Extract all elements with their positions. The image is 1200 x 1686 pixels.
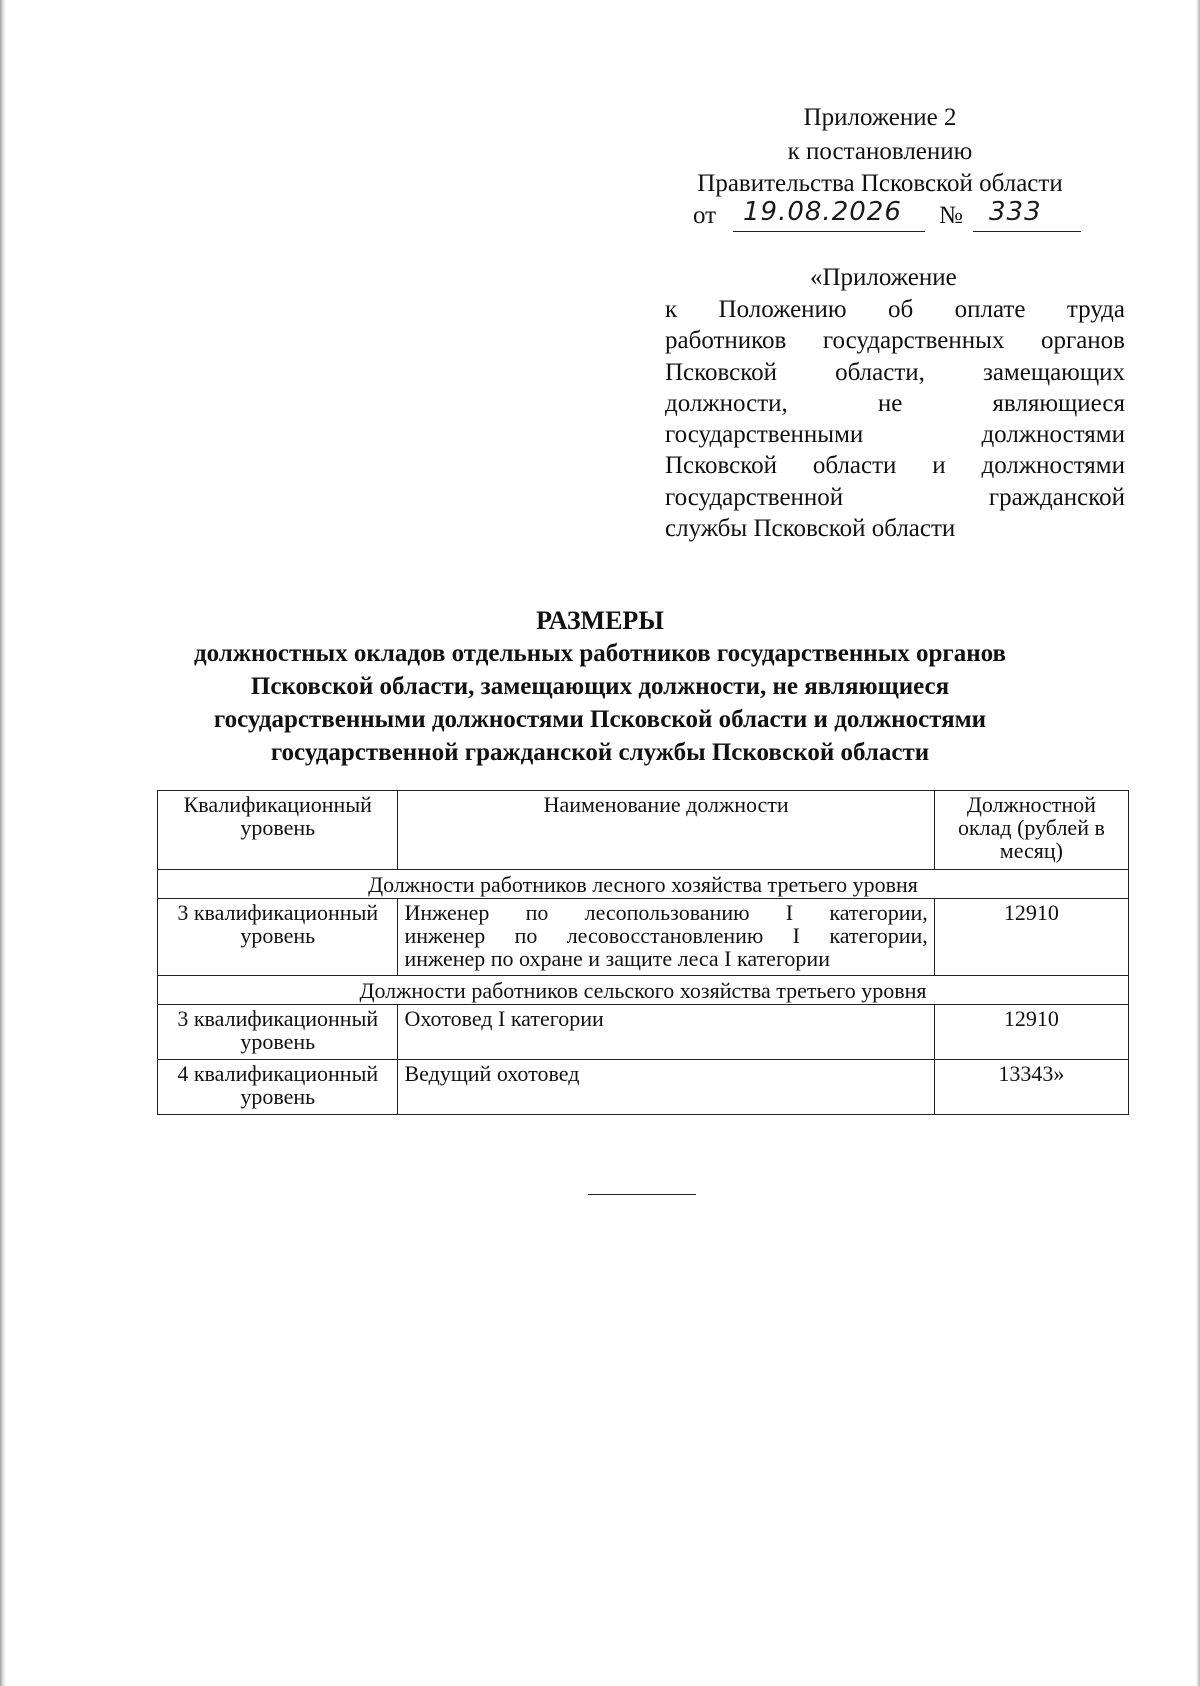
table-header-row bbox=[158, 791, 1129, 870]
reference-line: службы Псковской области bbox=[665, 515, 956, 543]
section-row-agriculture bbox=[158, 976, 1129, 1005]
number-sign: № bbox=[939, 202, 963, 229]
section-row-forestry bbox=[158, 870, 1129, 899]
reference-line: государственной гражданской bbox=[665, 483, 1125, 511]
reference-line: работников государственных органов bbox=[665, 327, 1125, 355]
cell-position: Охотовед I категории bbox=[398, 1005, 934, 1060]
subtitle-line: государственными должностями Псковской области и должностями bbox=[213, 706, 987, 733]
cell-level: 4 квалификационный уровень bbox=[158, 1060, 398, 1115]
cell-position bbox=[398, 899, 934, 976]
reference-line: Псковской области, замещающих bbox=[665, 358, 1125, 386]
document-title: РАЗМЕРЫ bbox=[536, 606, 664, 635]
approval-line-2: к постановлению bbox=[787, 138, 973, 165]
cell-salary: 12910 bbox=[934, 1005, 1128, 1060]
approval-line-3: Правительства Псковской области bbox=[697, 170, 1063, 197]
section-title: Должности работников лесного хозяйства третьего уровня bbox=[158, 870, 1129, 899]
subtitle-line: государственной гражданской службы Псковской области bbox=[270, 739, 930, 766]
approval-block bbox=[0, 0, 1200, 240]
reference-line: государственными должностями bbox=[665, 421, 1125, 449]
handwritten-number: 333 bbox=[989, 197, 1042, 227]
section-title: Должности работников сельского хозяйства третьего уровня bbox=[158, 976, 1129, 1005]
table-row bbox=[158, 1005, 1129, 1060]
cell-salary: 12910 bbox=[934, 899, 1128, 976]
cell-level: 3 квалификационный уровень bbox=[158, 1005, 398, 1060]
number-underline bbox=[973, 231, 1081, 232]
scan-edge-right bbox=[1196, 0, 1200, 1686]
end-separator-line bbox=[588, 1194, 696, 1195]
cell-salary: 13343» bbox=[934, 1060, 1128, 1115]
reference-line: должности, не являющиеся bbox=[665, 389, 1125, 417]
reference-line: Псковской области и должностями bbox=[665, 452, 1125, 480]
reference-line: к Положению об оплате труда bbox=[665, 296, 1125, 323]
date-underline bbox=[733, 231, 925, 232]
header-salary: Должностной оклад (рублей в месяц) bbox=[934, 791, 1128, 870]
subtitle-line: должностных окладов отдельных работников государственных органов bbox=[193, 640, 1006, 667]
salary-table bbox=[157, 790, 1129, 1115]
date-number-line bbox=[693, 197, 1133, 235]
date-prefix: от bbox=[693, 202, 717, 229]
cell-level: 3 квалификационный уровень bbox=[158, 899, 398, 976]
handwritten-date: 19.08.2026 bbox=[743, 197, 902, 227]
approval-line-1: Приложение 2 bbox=[803, 104, 957, 131]
header-level: Квалификационный уровень bbox=[158, 791, 398, 870]
position-line: инженер по лесовосстановлению I категории, bbox=[404, 923, 928, 948]
reference-body bbox=[665, 294, 1125, 544]
subtitle-line: Псковской области, замещающих должности, не являющиеся bbox=[250, 673, 950, 700]
position-line: Инженер по лесопользованию I категории, bbox=[404, 900, 928, 925]
document-subtitle bbox=[100, 637, 1100, 769]
table-row bbox=[158, 1060, 1129, 1115]
header-position: Наименование должности bbox=[398, 791, 934, 870]
scan-edge-left bbox=[0, 0, 6, 1686]
table-row bbox=[158, 899, 1129, 976]
cell-position: Ведущий охотовед bbox=[398, 1060, 934, 1115]
position-line: инженер по охране и защите леса I категории bbox=[404, 946, 830, 971]
reference-title: «Приложение bbox=[810, 264, 957, 291]
